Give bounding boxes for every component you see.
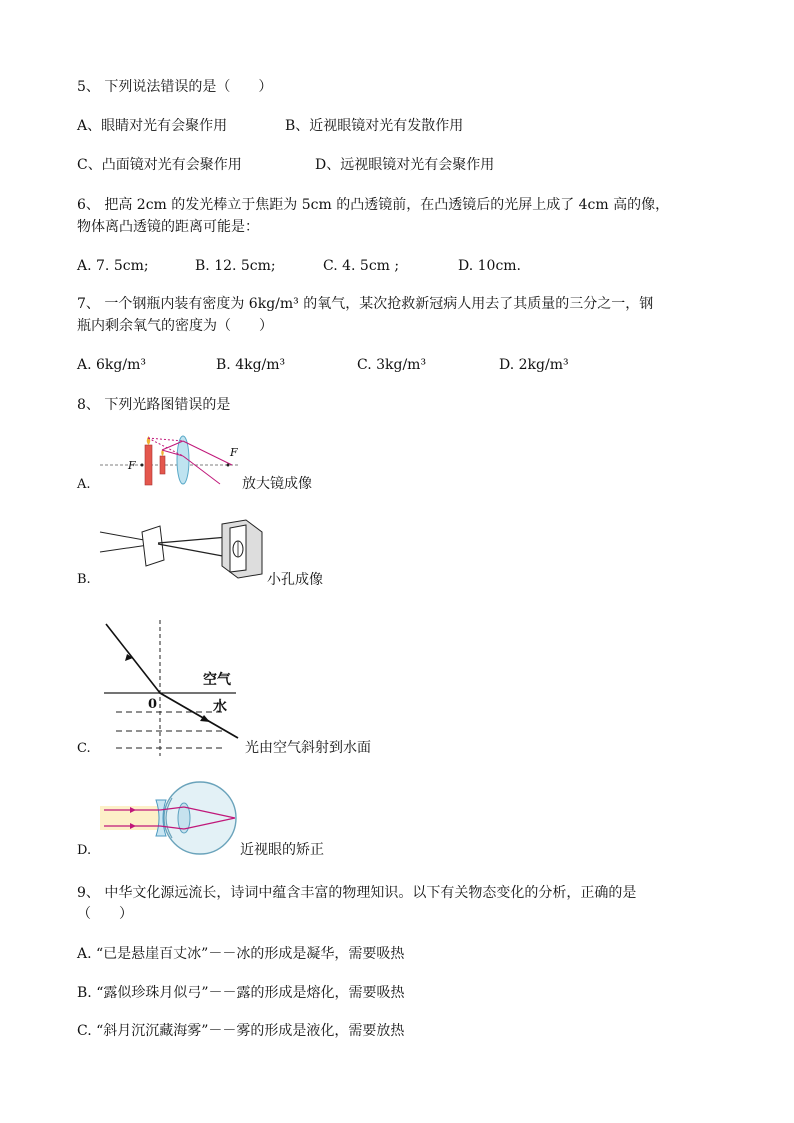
myopia-correction-diagram	[100, 790, 240, 856]
q8-stem: 8、 下列光路图错误的是	[77, 397, 231, 413]
q5-stem: 5、 下列说法错误的是（ ）	[77, 79, 273, 95]
q6-option-b: B. 12. 5cm;	[195, 258, 276, 274]
q6-option-d: D. 10cm.	[458, 258, 522, 274]
q5-option-b: B、近视眼镜对光有发散作用	[285, 118, 464, 134]
q7-stem-line2: 瓶内剩余氧气的密度为（ ）	[77, 318, 273, 334]
q6-stem-line1: 6、 把高 2cm 的发光棒立于焦距为 5cm 的凸透镜前，在凸透镜后的光屏上成了 4cm 高的像，	[77, 197, 670, 213]
q9-stem-line2: （ ）	[77, 906, 133, 922]
pinhole-diagram	[100, 520, 270, 582]
q5-option-c: C、凸面镜对光有会聚作用	[77, 157, 242, 173]
q8-option-a-label: A.	[77, 477, 91, 492]
q8-option-d-label: D.	[77, 843, 92, 858]
q5-option-d: D、远视眼镜对光有会聚作用	[315, 157, 495, 173]
q7-stem-line1: 7、 一个钢瓶内装有密度为 6kg/m³ 的氧气，某次抢救新冠病人用去了其质量的三分之一，钢	[77, 296, 654, 312]
q7-option-d: D. 2kg/m³	[499, 357, 569, 373]
q9-option-b: B. “露似珍珠月似弓”－－露的形成是熔化，需要吸热	[77, 985, 405, 1001]
water-label: 水	[213, 699, 227, 715]
q7-option-c: C. 3kg/m³	[357, 357, 427, 373]
q5-option-a: A、眼睛对光有会聚作用	[77, 118, 228, 134]
origin-label: 0	[148, 697, 158, 712]
q6-stem-line2: 物体离凸透镜的距离可能是：	[77, 219, 259, 235]
q9-stem-line1: 9、 中华文化源远流长，诗词中蕴含丰富的物理知识。以下有关物态变化的分析，正确的是	[77, 885, 637, 901]
q9-option-a: A. “已是悬崖百丈冰”－－冰的形成是凝华，需要吸热	[77, 946, 405, 962]
air-label: 空气	[203, 672, 231, 688]
magnifier-diagram	[100, 432, 240, 492]
refraction-diagram	[100, 620, 250, 760]
q8-option-b-caption: 小孔成像	[267, 572, 323, 588]
q6-option-c: C. 4. 5cm ;	[323, 258, 400, 274]
q7-option-a: A. 6kg/m³	[77, 357, 146, 373]
q8-option-b-label: B.	[77, 572, 91, 587]
q8-option-c-label: C.	[77, 741, 91, 756]
focus-label-right: F	[230, 446, 238, 459]
q6-option-a: A. 7. 5cm;	[77, 258, 149, 274]
q8-option-c-caption: 光由空气斜射到水面	[245, 740, 371, 756]
q7-option-b: B. 4kg/m³	[216, 357, 286, 373]
q9-option-c: C. “斜月沉沉藏海雾”－－雾的形成是液化，需要放热	[77, 1023, 405, 1039]
focus-label-left: F	[128, 459, 136, 472]
q8-option-a-caption: 放大镜成像	[242, 476, 312, 492]
q8-option-d-caption: 近视眼的矫正	[240, 842, 324, 858]
